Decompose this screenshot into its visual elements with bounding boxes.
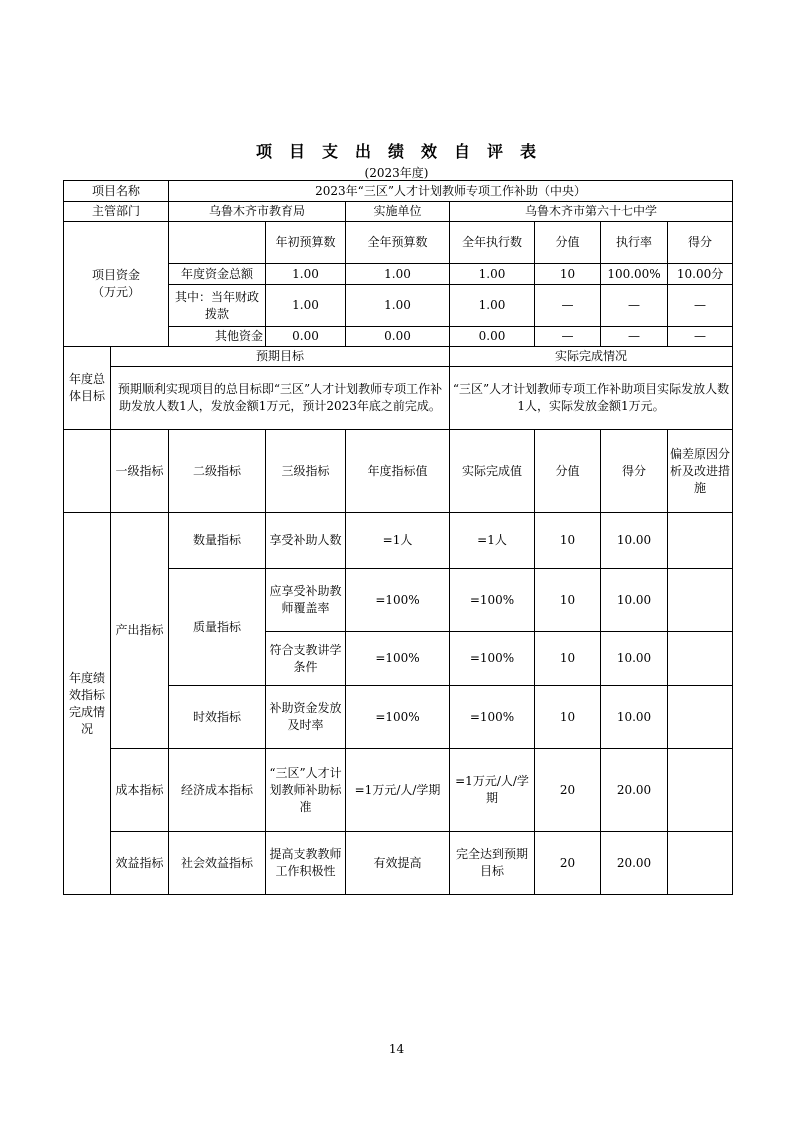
col-score-value: 分值 [535,222,601,264]
page-number: 14 [388,1042,405,1056]
col-indicator-score: 得分 [601,430,668,513]
expected-goal-text: 预期顺利实现项目的总目标即“三区”人才计划教师专项工作补助发放人数1人，发放金额1万元，预计2023年底之前完成。 [111,367,450,430]
level2-economic-cost: 经济成本指标 [169,749,266,832]
indicator-target: =100% [346,569,450,632]
level2-timeliness: 时效指标 [169,686,266,749]
funds-value: — [535,327,601,347]
indicator-value: 10 [535,513,601,569]
indicator-actual: =1万元/人/学期 [450,749,535,832]
funds-score: — [668,327,733,347]
funds-score: — [668,285,733,327]
expected-goal-header: 预期目标 [111,347,450,367]
indicator-value: 10 [535,569,601,632]
indicator-actual: =100% [450,632,535,686]
funds-row-label: 其中：当年财政拨款 [169,285,266,327]
indicator-score: 10.00 [601,513,668,569]
indicator-score: 10.00 [601,632,668,686]
indicator-actual: =100% [450,569,535,632]
table-row [64,749,733,832]
indicator-deviation [668,513,733,569]
level3-indicator: 符合支教讲学条件 [266,632,346,686]
col-initial-budget: 年初预算数 [266,222,346,264]
funds-executed: 0.00 [450,327,535,347]
level1-output: 产出指标 [111,513,169,749]
table-row [64,513,733,569]
level2-social-benefit: 社会效益指标 [169,832,266,895]
indicator-target: =100% [346,686,450,749]
indicator-target: =1万元/人/学期 [346,749,450,832]
report-year: (2023年度) [364,166,429,180]
level1-benefit: 效益指标 [111,832,169,895]
funds-row-label: 年度资金总额 [169,264,266,285]
indicator-value: 10 [535,632,601,686]
indicator-score: 20.00 [601,749,668,832]
indicator-actual: 完全达到预期目标 [450,832,535,895]
funds-executed: 1.00 [450,264,535,285]
indicator-actual: =100% [450,686,535,749]
funds-value: — [535,285,601,327]
level1-cost: 成本指标 [111,749,169,832]
indicator-header-empty [64,430,111,513]
col-actual-value: 实际完成值 [450,430,535,513]
performance-table [63,180,733,895]
indicator-actual: =1人 [450,513,535,569]
indicator-value: 20 [535,749,601,832]
funds-label: 项目资金 （万元） [64,222,169,347]
indicator-score: 10.00 [601,686,668,749]
funds-rate: — [601,327,668,347]
col-deviation: 偏差原因分析及改进措施 [668,430,733,513]
level3-indicator: 享受补助人数 [266,513,346,569]
funds-annual: 0.00 [346,327,450,347]
project-name-value: 2023年“三区”人才计划教师专项工作补助（中央） [169,181,733,202]
table-row [64,832,733,895]
funds-annual: 1.00 [346,285,450,327]
level3-indicator: 补助资金发放及时率 [266,686,346,749]
funds-initial: 0.00 [266,327,346,347]
col-annual-target: 年度指标值 [346,430,450,513]
indicator-value: 10 [535,686,601,749]
implementer-label: 实施单位 [346,202,450,222]
indicator-target: 有效提高 [346,832,450,895]
funds-rate: — [601,285,668,327]
level2-quantity: 数量指标 [169,513,266,569]
funds-annual: 1.00 [346,264,450,285]
level3-indicator: 提高支教教师工作积极性 [266,832,346,895]
indicator-deviation [668,686,733,749]
funds-value: 10 [535,264,601,285]
funds-row-label: 其他资金 [169,327,266,347]
department-label: 主管部门 [64,202,169,222]
level3-indicator: “三区”人才计划教师补助标准 [266,749,346,832]
department-value: 乌鲁木齐市教育局 [169,202,346,222]
col-indicator-value: 分值 [535,430,601,513]
funds-header-empty [169,222,266,264]
overall-goal-label: 年度总体目标 [64,347,111,430]
col-level1-indicator: 一级指标 [111,430,169,513]
performance-label: 年度绩效指标完成情况 [64,513,111,895]
indicator-score: 20.00 [601,832,668,895]
project-name-label: 项目名称 [64,181,169,202]
indicator-deviation [668,632,733,686]
page-title: 项目支出绩效自评表 [255,142,553,161]
col-execution-rate: 执行率 [601,222,668,264]
col-level3-indicator: 三级指标 [266,430,346,513]
implementer-value: 乌鲁木齐市第六十七中学 [450,202,733,222]
col-annual-budget: 全年预算数 [346,222,450,264]
indicator-value: 20 [535,832,601,895]
indicator-deviation [668,569,733,632]
funds-initial: 1.00 [266,285,346,327]
actual-completion-header: 实际完成情况 [450,347,733,367]
funds-executed: 1.00 [450,285,535,327]
col-executed: 全年执行数 [450,222,535,264]
indicator-target: =1人 [346,513,450,569]
indicator-target: =100% [346,632,450,686]
level3-indicator: 应享受补助教师覆盖率 [266,569,346,632]
col-level2-indicator: 二级指标 [169,430,266,513]
actual-completion-text: “三区”人才计划教师专项工作补助项目实际发放人数1人，实际发放金额1万元。 [450,367,733,430]
indicator-score: 10.00 [601,569,668,632]
funds-score: 10.00分 [668,264,733,285]
funds-rate: 100.00% [601,264,668,285]
funds-initial: 1.00 [266,264,346,285]
level2-quality: 质量指标 [169,569,266,686]
indicator-deviation [668,749,733,832]
indicator-deviation [668,832,733,895]
col-score: 得分 [668,222,733,264]
